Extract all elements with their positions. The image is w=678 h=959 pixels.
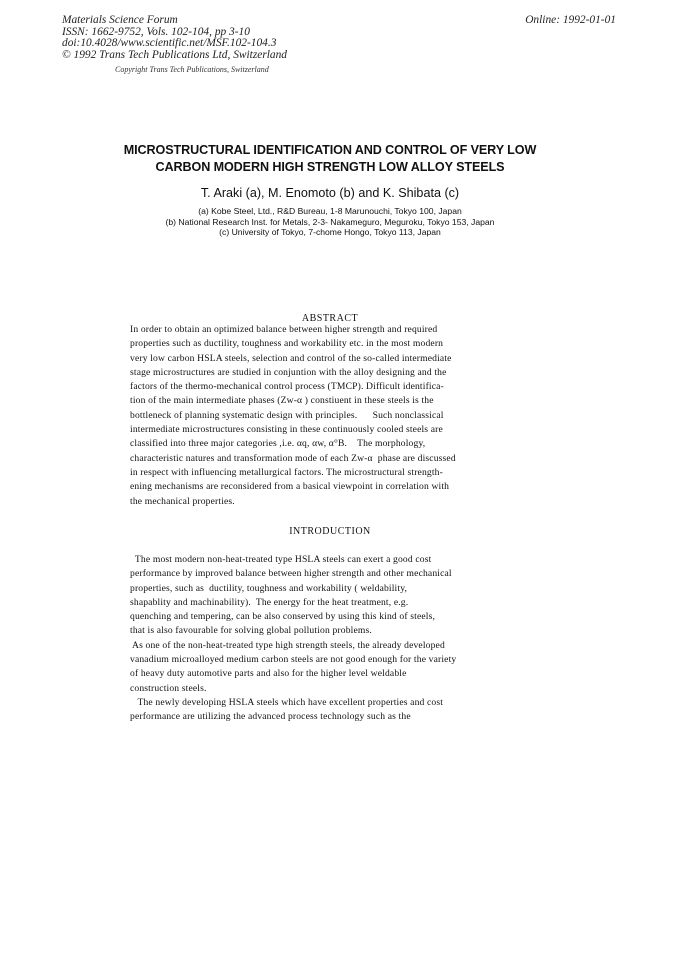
intro-line: properties, such as ductility, toughness and workability ( weldability, xyxy=(130,582,408,594)
intro-line: quenching and tempering, can be also conserved by using this kind of steels, xyxy=(130,611,436,623)
abstract-line: In order to obtain an optimized balance between higher strength and required xyxy=(130,324,438,335)
abstract-line: stage microstructures are studied in conjuntion with the alloy designing and the xyxy=(130,366,447,378)
affiliation-b: (b) National Research Inst. for Metals, 2-3- Nakameguro, Meguroku, Tokyo 153, Japan xyxy=(165,216,495,227)
journal-header xyxy=(62,15,287,61)
title-line-2: CARBON MODERN HIGH STRENGTH LOW ALLOY STEELS xyxy=(155,160,505,174)
intro-line: performance by improved balance between higher strength and other mechanical xyxy=(130,568,452,580)
affiliation-a: (a) Kobe Steel, Ltd., R&D Bureau, 1-8 Marunouchi, Tokyo 100, Japan xyxy=(198,206,462,216)
abstract-line: bottleneck of planning systematic design with principles. Such nonclassical xyxy=(130,409,444,421)
intro-line: As one of the non-heat-treated type high strength steels, the already developed xyxy=(130,639,445,651)
abstract-line: intermediate microstructures consisting in these continuously cooled steels are xyxy=(130,424,443,436)
affiliation-c: (c) University of Tokyo, 7-chome Hongo, Tokyo 113, Japan xyxy=(219,227,441,238)
abstract-line: very low carbon HSLA steels, selection and control of the so-called intermediate xyxy=(130,352,452,364)
abstract-line: ening mechanisms are reconsidered from a basical viewpoint in correlation with xyxy=(130,481,450,493)
abstract-line: properties such as ductility, toughness and workability etc. in the most modern xyxy=(130,338,444,350)
online-date: Online: 1992-01-01 xyxy=(525,14,616,26)
intro-line: vanadium microalloyed medium carbon steels are not good enough for the variety xyxy=(130,654,457,666)
journal-name: Materials Science Forum xyxy=(62,14,178,26)
intro-line: The newly developing HSLA steels which have excellent properties and cost xyxy=(130,696,444,708)
abstract-line: factors of the thermo-mechanical control process (TMCP). Difficult identifica- xyxy=(130,381,444,393)
affiliations xyxy=(100,206,560,238)
abstract-line: tion of the main intermediate phases (Zw-α ) constiuent in these steels is the xyxy=(130,395,434,407)
paper-title xyxy=(100,142,560,176)
intro-line: construction steels. xyxy=(130,682,207,694)
introduction-heading: INTRODUCTION xyxy=(289,526,371,537)
abstract-line: characteristic natures and transformation mode of each Zw-α phase are discussed xyxy=(130,452,456,464)
introduction-body xyxy=(130,553,550,725)
copyright-notice: Copyright Trans Tech Publications, Switzerland xyxy=(115,65,269,74)
abstract-heading: ABSTRACT xyxy=(301,313,359,324)
intro-line: The most modern non-heat-treated type HSLA steels can exert a good cost xyxy=(130,554,432,565)
publisher-line: © 1992 Trans Tech Publications Ltd, Switzerland xyxy=(62,48,287,61)
abstract-line: the mechanical properties. xyxy=(130,495,235,507)
intro-line: shapablity and machinability). The energy for the heat treatment, e.g. xyxy=(130,596,409,608)
issn-line: ISSN: 1662-9752, Vols. 102-104, pp 3-10 xyxy=(62,25,250,38)
title-line-1: MICROSTRUCTURAL IDENTIFICATION AND CONTROL OF VERY LOW xyxy=(123,143,537,157)
intro-line: of heavy duty automotive parts and also for the higher level weldable xyxy=(130,668,407,680)
abstract-line: in respect with influencing metallurgical factors. The microstructural strength- xyxy=(130,466,443,478)
doi-line: doi:10.4028/www.scientific.net/MSF.102-104.3 xyxy=(62,37,277,50)
abstract-line: classified into three major categories ,i.e. αq, αw, α°B. The morphology, xyxy=(130,438,426,450)
intro-line: that is also favourable for solving global pollution problems. xyxy=(130,625,372,637)
authors: T. Araki (a), M. Enomoto (b) and K. Shibata (c) xyxy=(200,186,460,200)
abstract-body xyxy=(130,323,550,509)
intro-line: performance are utilizing the advanced process technology such as the xyxy=(130,711,411,723)
